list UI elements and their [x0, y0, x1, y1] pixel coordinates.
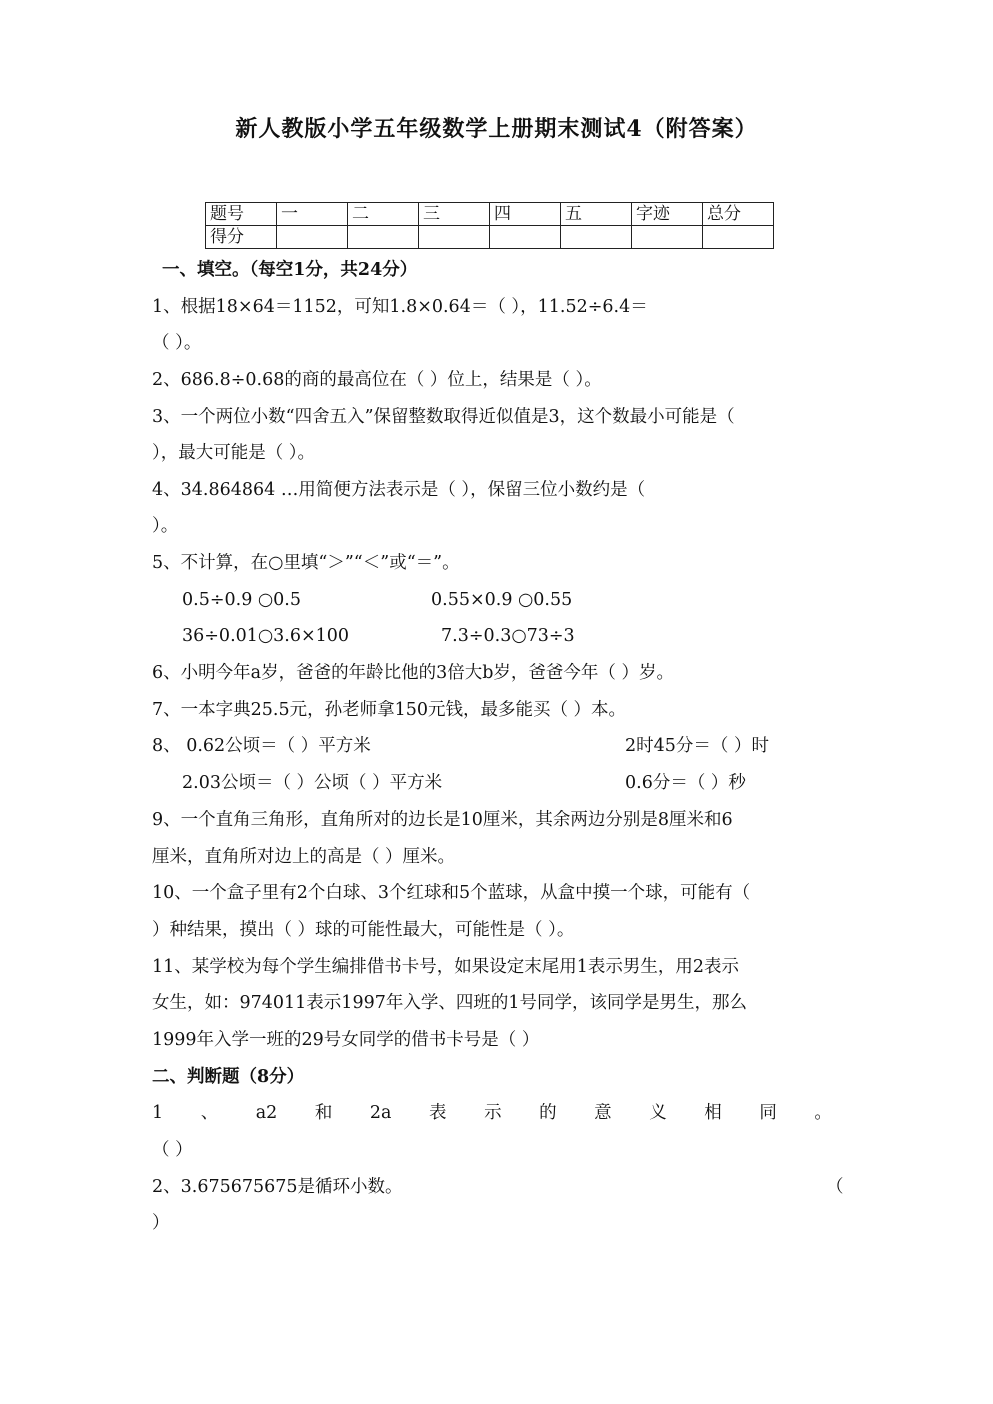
score-cell: 题号 — [206, 203, 277, 226]
judge-question-2-paren: （ — [826, 1177, 844, 1197]
judge-token: 示 — [484, 1103, 502, 1123]
judge-token: 1 — [152, 1103, 164, 1123]
judge-question-2-line-2: ） — [152, 1213, 170, 1233]
score-input-cell[interactable] — [561, 226, 632, 249]
score-input-cell[interactable] — [277, 226, 348, 249]
score-cell: 五 — [561, 203, 632, 226]
question-6: 6、小明今年a岁，爸爸的年龄比他的3倍大b岁，爸爸今年（ ）岁。 — [152, 663, 674, 683]
judge-question-2-line-1: 2、3.675675675是循环小数。 — [152, 1177, 403, 1197]
score-cell: 得分 — [206, 226, 277, 249]
score-table-score-row — [206, 226, 774, 249]
score-input-cell[interactable] — [632, 226, 703, 249]
score-table — [205, 202, 774, 249]
question-10-line-1: 10、一个盒子里有2个白球、3个红球和5个蓝球，从盒中摸一个球，可能有（ — [152, 883, 751, 903]
score-cell: 三 — [419, 203, 490, 226]
question-3-line-2: ），最大可能是（ ）。 — [152, 443, 316, 463]
section-heading: 二、判断题（8分） — [152, 1067, 305, 1087]
judge-token: 、 — [200, 1103, 219, 1123]
question-5-item: 0.55×0.9 ○0.55 — [431, 590, 573, 610]
judge-token: 意 — [594, 1103, 612, 1123]
judge-token: 相 — [704, 1103, 722, 1123]
question-8-part-1: 8、 0.62公顷＝（ ）平方米 — [152, 736, 371, 756]
page-title: 新人教版小学五年级数学上册期末测试4（附答案） — [235, 116, 758, 142]
judge-token: 同 — [759, 1103, 777, 1123]
question-11-line-1: 11、某学校为每个学生编排借书卡号，如果设定末尾用1表示男生，用2表示 — [152, 957, 740, 977]
question-5-item: 7.3÷0.3○73÷3 — [441, 626, 575, 646]
question-10-line-2: ）种结果，摸出（ ）球的可能性最大，可能性是（ ）。 — [152, 920, 575, 940]
score-input-cell[interactable] — [419, 226, 490, 249]
question-8-part-4: 0.6分＝（ ）秒 — [625, 773, 746, 793]
question-4-line-2: ）。 — [152, 516, 179, 536]
judge-token: 。 — [814, 1103, 832, 1123]
question-5-item: 36÷0.01○3.6×100 — [182, 626, 350, 646]
question-8-part-3: 2.03公顷＝（ ）公顷（ ）平方米 — [182, 773, 443, 793]
judge-token: 和 — [314, 1103, 333, 1123]
question-5: 5、不计算，在○里填“＞”“＜”或“＝”。 — [152, 553, 460, 573]
score-cell: 四 — [490, 203, 561, 226]
question-2: 2、686.8÷0.68的商的最高位在（ ）位上，结果是（ ）。 — [152, 370, 602, 390]
judge-token: a2 — [255, 1103, 278, 1123]
question-11-line-2: 女生，如：974011表示1997年入学、四班的1号同学，该同学是男生，那么 — [152, 993, 747, 1013]
question-9-line-1: 9、一个直角三角形，直角所对的边长是10厘米，其余两边分别是8厘米和6 — [152, 810, 733, 830]
question-1-line-2: （ ）。 — [152, 333, 202, 353]
judge-token: 表 — [429, 1103, 447, 1123]
score-cell: 一 — [277, 203, 348, 226]
judge-question-1-line-1 — [152, 1101, 832, 1125]
question-3-line-1: 3、一个两位小数“四舍五入”保留整数取得近似值是3，这个数最小可能是（ — [152, 407, 735, 427]
score-table-header-row — [206, 203, 774, 226]
section-heading: 一、填空。（每空1分，共24分） — [162, 260, 418, 280]
question-8-part-2: 2时45分＝（ ）时 — [625, 736, 769, 756]
question-4-line-1: 4、34.864864 …用简便方法表示是（ ），保留三位小数约是（ — [152, 480, 646, 500]
question-5-item: 0.5÷0.9 ○0.5 — [182, 590, 301, 610]
question-9-line-2: 厘米，直角所对边上的高是（ ）厘米。 — [152, 847, 456, 867]
question-1-line-1: 1、根据18×64＝1152，可知1.8×0.64＝（ ），11.52÷6.4＝ — [152, 297, 648, 317]
score-cell: 二 — [348, 203, 419, 226]
score-input-cell[interactable] — [490, 226, 561, 249]
score-input-cell[interactable] — [703, 226, 774, 249]
question-7: 7、一本字典25.5元，孙老师拿150元钱，最多能买（ ）本。 — [152, 700, 627, 720]
judge-token: 的 — [539, 1103, 557, 1123]
judge-token: 2a — [369, 1103, 392, 1123]
question-11-line-3: 1999年入学一班的29号女同学的借书卡号是（ ） — [152, 1030, 540, 1050]
score-input-cell[interactable] — [348, 226, 419, 249]
score-cell: 字迹 — [632, 203, 703, 226]
judge-question-1-line-2: （ ） — [152, 1140, 193, 1160]
judge-token: 义 — [649, 1103, 667, 1123]
score-cell: 总分 — [703, 203, 774, 226]
